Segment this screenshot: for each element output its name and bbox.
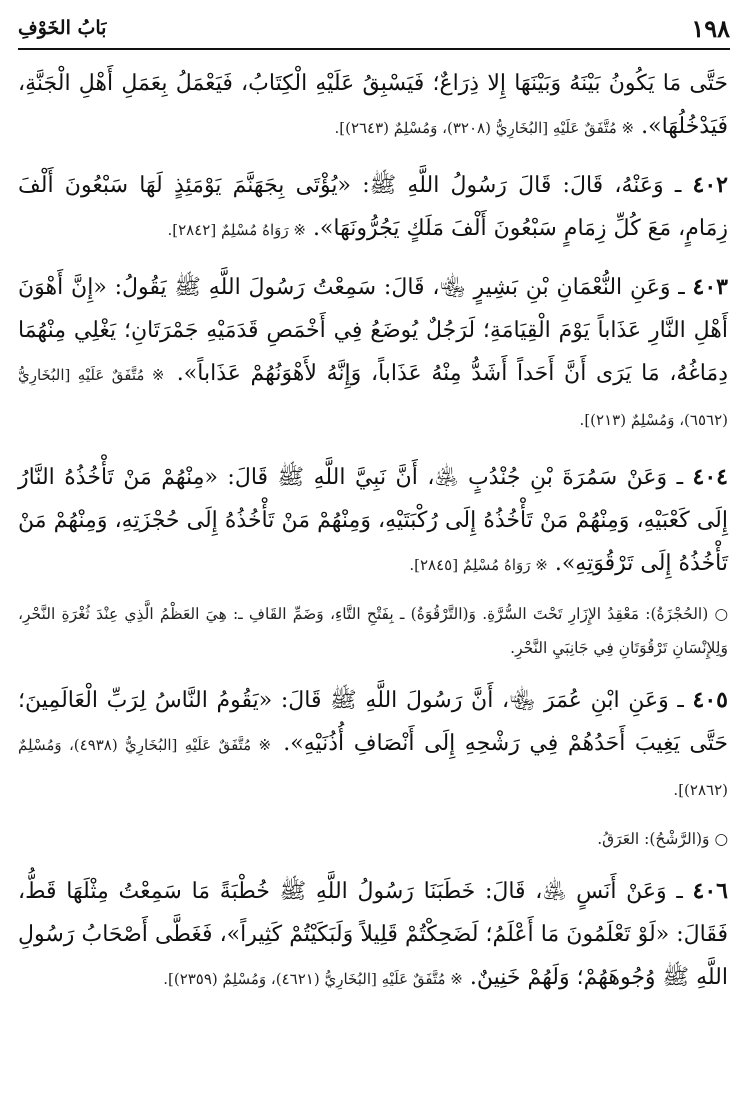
carryover-text: حَتَّى مَا يَكُونُ بَيْنَهُ وَبَيْنَهَا إِلا ذِرَاعٌ؛ فَيَسْبِقُ عَلَيْهِ الْكِتَابُ، فَيَعْمَلُ بِعَمَلِ أَهْلِ الْجَنَّةِ، فَيَدْخُلُهَا». [18,71,728,139]
gloss-note: ○ (الحُجْزَةُ): مَعْقِدُ الإِزَارِ تَحْتَ السُّرَّةِ. وَ(التَّرْقُوَةُ) ـ بِفَتْحِ التَّاءِ، وَضَمِّ القَافِ ـ: هِيَ العَظْمُ الَّذِي عِنْدَ ثُغْرَةِ النَّحْرِ، وَلِلإِنْسَانِ تَرْقُوَتَانِ فِي جَانِبَيِ النَّحْرِ. [18,605,728,657]
hadith-text: ـ وَعَنِ النُّعْمَانِ بْنِ بَشِيرٍ ﵄، قَالَ: سَمِعْتُ رَسُولَ اللَّهِ ﷺ يَقُولُ: «إِنَّ أَهْوَنَ أَهْلِ النَّارِ عَذَاباً يَوْمَ الْقِيَامَةِ؛ لَرَجُلٌ يُوضَعُ فِي أَخْمَصِ قَدَمَيْهِ جَمْرَتَانِ؛ يَغْلِي مِنْهُمَا دِمَاغُهُ، مَا يَرَى أَنَّ أَحَداً أَشَدُّ مِنْهُ عَذَاباً، وَإِنَّهُ لأَهْوَنُهُمْ عَذَاباً». [18,275,729,386]
hadith-402 [18,164,728,252]
hadith-number: ٤٠٥ [692,687,728,713]
hadith-source: ※ مُتَّفَقٌ عَلَيْهِ [البُخَارِيُّ (٦٥٦٢)، وَمُسْلِمٌ (٢١٣)]. [18,366,728,429]
gloss-note: ○ وَ(الرَّشْحُ): العَرَقُ. [597,830,728,848]
hadith-number: ٤٠٦ [692,878,728,904]
hadith-text: ـ وَعَنِ ابْنِ عُمَرَ ﵄، أَنَّ رَسُولَ اللَّهِ ﷺ قَالَ: «يَقُومُ النَّاسُ لِرَبِّ الْعَالَمِينَ؛ حَتَّى يَغِيبَ أَحَدُهُمْ فِي رَشْحِهِ إِلَى أَنْصَافِ أُذُنَيْهِ». [18,688,728,756]
carryover-paragraph [18,62,728,150]
hadith-source: ※ مُتَّفَقٌ عَلَيْهِ [البُخَارِيُّ (٤٦٢١)، وَمُسْلِمٌ (٢٣٥٩)]. [163,970,463,988]
page-number: ١٩٨ [691,13,730,43]
hadith-number: ٤٠٤ [692,464,728,490]
hadith-number: ٤٠٣ [692,274,728,300]
hadith-text: ـ وَعَنْهُ، قَالَ: قَالَ رَسُولُ اللَّهِ ﷺ: «يُؤْتَى بِجَهَنَّمَ يَوْمَئِذٍ لَهَا سَبْعُونَ أَلْفَ زِمَامٍ، مَعَ كُلِّ زِمَامٍ سَبْعُونَ أَلْفَ مَلَكٍ يَجُرُّونَهَا». [18,173,728,241]
hadith-406 [18,870,728,1001]
page-header [18,8,730,50]
carryover-source: ※ مُتَّفَقٌ عَلَيْهِ [البُخَارِيُّ (٣٢٠٨)، وَمُسْلِمٌ (٢٦٤٣)]. [334,119,635,137]
hadith-403 [18,266,728,442]
hadith-source: ※ رَوَاهُ مُسْلِمٌ [٢٨٤٢]. [167,221,306,239]
hadith-text: ـ وَعَنْ سَمُرَةَ بْنِ جُنْدُبٍ ﵁، أَنَّ نَبِيَّ اللَّهِ ﷺ قَالَ: «مِنْهُمْ مَنْ تَأْخُذُهُ النَّارُ إِلَى كَعْبَيْهِ، وَمِنْهُمْ مَنْ تَأْخُذُهُ إِلَى رُكْبَتَيْهِ، وَمِنْهُمْ مَنْ تَأْخُذُهُ إِلَى حُجْزَتِهِ، وَمِنْهُمْ مَنْ تَأْخُذُهُ إِلَى تَرْقُوَتِهِ». [18,465,728,576]
hadith-404 [18,456,728,665]
hadith-source: ※ مُتَّفَقٌ عَلَيْهِ [البُخَارِيُّ (٤٩٣٨)، وَمُسْلِمٌ (٢٨٦٢)]. [18,736,728,799]
hadith-number: ٤٠٢ [692,172,728,198]
hadith-405 [18,679,728,856]
chapter-title: بَابُ الخَوْفِ [18,17,107,39]
page-content [18,62,728,1001]
hadith-source: ※ رَوَاهُ مُسْلِمٌ [٢٨٤٥]. [409,556,548,574]
hadith-text: ـ وَعَنْ أَنَسٍ ﵁، قَالَ: خَطَبَنَا رَسُولُ اللَّهِ ﷺ خُطْبَةً مَا سَمِعْتُ مِثْلَهَا قَطُّ، فَقَالَ: «لَوْ تَعْلَمُونَ مَا أَعْلَمُ؛ لَضَحِكْتُمْ قَلِيلاً وَلَبَكَيْتُمْ كَثِيراً»، فَغَطَّى أَصْحَابُ رَسُولِ اللَّهِ ﷺ وُجُوهَهُمْ؛ وَلَهُمْ خَنِينٌ. [18,879,728,990]
